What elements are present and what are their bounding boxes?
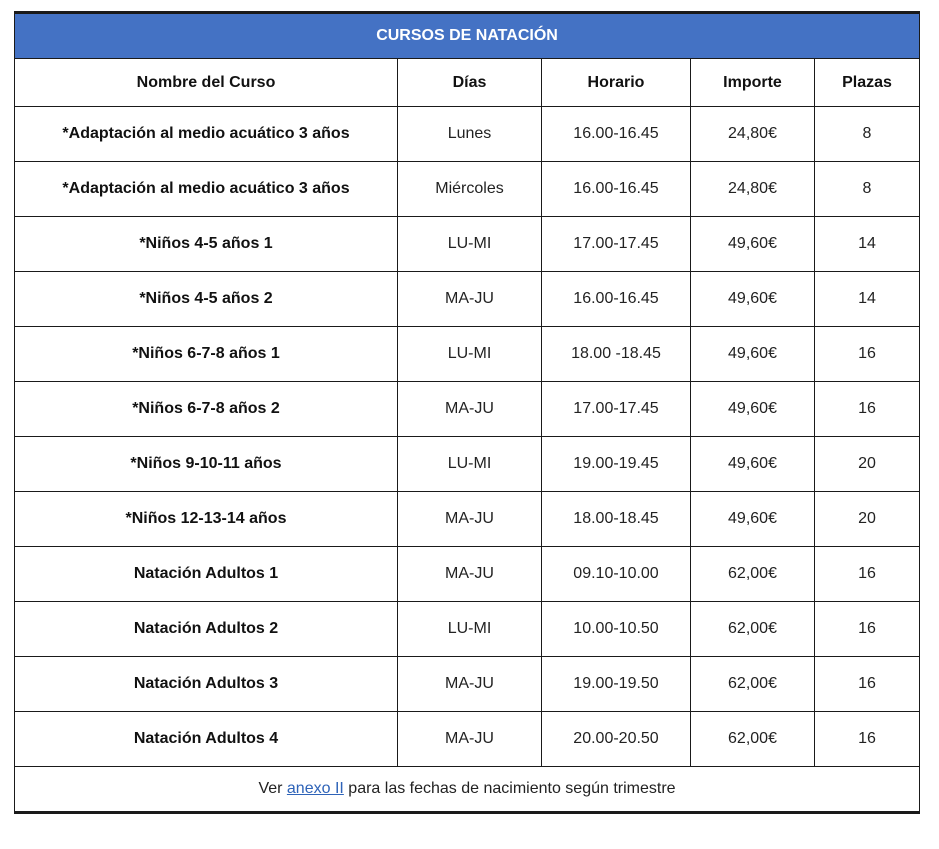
table-row (15, 162, 920, 217)
cell-importe: 49,60€ (691, 492, 815, 547)
table-body (15, 107, 920, 767)
footer-row (15, 767, 920, 813)
cell-horario: 16.00-16.45 (542, 272, 691, 327)
header-horario: Horario (542, 59, 691, 107)
table-row (15, 657, 920, 712)
header-importe: Importe (691, 59, 815, 107)
cell-dias: MA-JU (398, 547, 542, 602)
cell-name: Natación Adultos 2 (15, 602, 398, 657)
cell-horario: 16.00-16.45 (542, 107, 691, 162)
cell-importe: 62,00€ (691, 602, 815, 657)
table-row (15, 492, 920, 547)
cell-dias: Miércoles (398, 162, 542, 217)
cell-horario: 18.00 -18.45 (542, 327, 691, 382)
table-row (15, 547, 920, 602)
table-row (15, 382, 920, 437)
header-plazas: Plazas (815, 59, 920, 107)
cell-plazas: 8 (815, 107, 920, 162)
cell-dias: LU-MI (398, 602, 542, 657)
cell-plazas: 16 (815, 602, 920, 657)
title-row (15, 13, 920, 59)
courses-table-container (14, 11, 919, 814)
cell-horario: 17.00-17.45 (542, 217, 691, 272)
cell-name: Natación Adultos 4 (15, 712, 398, 767)
cell-dias: MA-JU (398, 382, 542, 437)
cell-name: *Niños 9-10-11 años (15, 437, 398, 492)
cell-horario: 19.00-19.45 (542, 437, 691, 492)
cell-name: *Niños 6-7-8 años 2 (15, 382, 398, 437)
header-name: Nombre del Curso (15, 59, 398, 107)
cell-horario: 10.00-10.50 (542, 602, 691, 657)
cell-plazas: 14 (815, 217, 920, 272)
cell-horario: 16.00-16.45 (542, 162, 691, 217)
cell-importe: 49,60€ (691, 382, 815, 437)
cell-dias: MA-JU (398, 272, 542, 327)
cell-name: Natación Adultos 3 (15, 657, 398, 712)
cell-name: *Niños 12-13-14 años (15, 492, 398, 547)
cell-plazas: 16 (815, 712, 920, 767)
header-dias: Días (398, 59, 542, 107)
cell-horario: 20.00-20.50 (542, 712, 691, 767)
cell-importe: 49,60€ (691, 437, 815, 492)
footer-prefix: Ver (258, 780, 287, 797)
cell-dias: LU-MI (398, 437, 542, 492)
table-row (15, 602, 920, 657)
cell-horario: 18.00-18.45 (542, 492, 691, 547)
cell-plazas: 16 (815, 382, 920, 437)
cell-importe: 62,00€ (691, 657, 815, 712)
cell-importe: 24,80€ (691, 107, 815, 162)
cell-plazas: 16 (815, 327, 920, 382)
table-row (15, 272, 920, 327)
cell-plazas: 20 (815, 492, 920, 547)
cell-name: *Adaptación al medio acuático 3 años (15, 162, 398, 217)
cell-plazas: 20 (815, 437, 920, 492)
cell-name: *Adaptación al medio acuático 3 años (15, 107, 398, 162)
cell-plazas: 16 (815, 547, 920, 602)
cell-dias: MA-JU (398, 492, 542, 547)
table-row (15, 217, 920, 272)
cell-importe: 49,60€ (691, 327, 815, 382)
anexo-link[interactable]: anexo II (286, 780, 344, 797)
cell-horario: 17.00-17.45 (542, 382, 691, 437)
cell-plazas: 8 (815, 162, 920, 217)
cell-dias: LU-MI (398, 327, 542, 382)
cell-importe: 49,60€ (691, 272, 815, 327)
cell-name: Natación Adultos 1 (15, 547, 398, 602)
cell-dias: LU-MI (398, 217, 542, 272)
cell-importe: 62,00€ (691, 547, 815, 602)
table-row (15, 327, 920, 382)
cell-importe: 62,00€ (691, 712, 815, 767)
table-row (15, 107, 920, 162)
cell-horario: 19.00-19.50 (542, 657, 691, 712)
table-row (15, 712, 920, 767)
cell-name: *Niños 4-5 años 1 (15, 217, 398, 272)
cell-dias: MA-JU (398, 712, 542, 767)
cell-name: *Niños 6-7-8 años 1 (15, 327, 398, 382)
cell-importe: 24,80€ (691, 162, 815, 217)
cell-dias: Lunes (398, 107, 542, 162)
table-row (15, 437, 920, 492)
footer-suffix: para las fechas de nacimiento según trimestre (343, 780, 676, 797)
table-title: CURSOS DE NATACIÓN (15, 13, 920, 59)
footer-note (15, 767, 920, 813)
cell-dias: MA-JU (398, 657, 542, 712)
courses-table (14, 11, 920, 814)
cell-importe: 49,60€ (691, 217, 815, 272)
cell-plazas: 16 (815, 657, 920, 712)
header-row (15, 59, 920, 107)
cell-name: *Niños 4-5 años 2 (15, 272, 398, 327)
cell-plazas: 14 (815, 272, 920, 327)
cell-horario: 09.10-10.00 (542, 547, 691, 602)
